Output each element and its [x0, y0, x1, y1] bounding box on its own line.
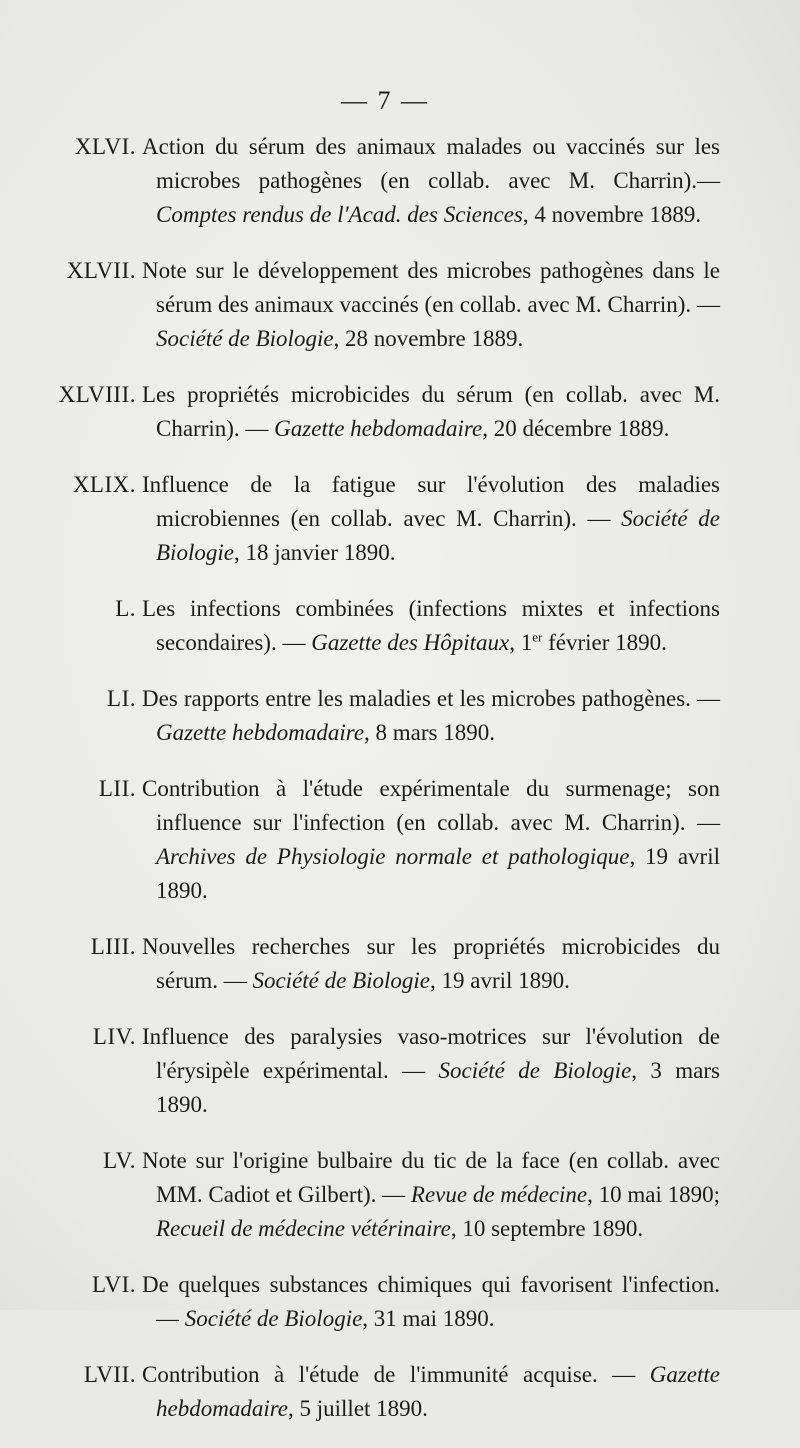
publication-title: Gazette hebdomadaire [156, 1362, 720, 1421]
entry-text-segment: Contribution à l'étude expérimentale du surmenage; son influence sur l'infection (en collab. avec M. Charrin). — [142, 776, 720, 835]
entry-text-segment: De quelques substances chimiques qui favorisent l'infection. — [142, 1272, 720, 1331]
publication-title: Société de Biologie [156, 506, 720, 565]
entry-text [142, 930, 720, 998]
entry-text-segment: , 28 novembre 1889. [333, 326, 524, 351]
entry-text-segment: , 20 décembre 1889. [482, 416, 670, 441]
publication-title: Société de Biologie [184, 1306, 363, 1331]
entry-text-segment: , 5 juillet 1890. [288, 1396, 428, 1421]
bibliography-entry [40, 930, 720, 998]
entry-text-segment: , 10 mai 1890; [587, 1182, 720, 1207]
entry-text-segment: Contribution à l'étude de l'immunité acquise. — [142, 1362, 650, 1387]
entry-text-segment: , 4 novembre 1889. [522, 202, 702, 227]
bibliography-entry [40, 592, 720, 660]
bibliography-entry [40, 772, 720, 908]
publication-title: Recueil de médecine vétérinaire [156, 1216, 451, 1241]
publication-title: Gazette hebdomadaire [274, 416, 483, 441]
entry-numeral: XLIX. [72, 472, 136, 497]
bibliography-entry [40, 468, 720, 570]
entry-text [142, 1020, 720, 1122]
page-number: — 7 — [341, 86, 429, 115]
bibliography-entry [40, 1358, 720, 1426]
entry-numeral: XLVII. [66, 258, 136, 283]
entry-numeral: XLVIII. [58, 382, 136, 407]
entry-text [142, 254, 720, 356]
entry-numeral: L. [115, 596, 136, 621]
publication-title: Société de Biologie [438, 1058, 632, 1083]
entry-text-segment: Action du sérum des animaux malades ou vaccinés sur les microbes pathogènes (en collab. avec M. Charrin).— [142, 134, 720, 193]
entry-text-segment: février 1890. [542, 630, 667, 655]
entry-text-segment: , 19 avril 1890. [430, 968, 570, 993]
bibliography-entry [40, 378, 720, 446]
entry-text-segment: Influence des paralysies vaso-motrices sur l'évolution de l'érysipèle expérimental. — [142, 1024, 720, 1083]
publication-title: Revue de médecine [410, 1182, 588, 1207]
bibliography-list [40, 130, 720, 1448]
entry-text-segment: , 3 mars 1890. [156, 1058, 720, 1117]
entry-numeral: LI. [107, 686, 136, 711]
entry-text-segment: Note sur l'origine bulbaire du tic de la face (en collab. avec MM. Cadiot et Gilbert). — [142, 1148, 720, 1207]
entry-text [142, 130, 720, 232]
entry-text-segment: , 18 janvier 1890. [233, 540, 396, 565]
publication-title: Archives de Physiologie normale et pathologique [156, 844, 630, 869]
entry-numeral: XLVI. [74, 134, 136, 159]
entry-text [142, 468, 720, 570]
entry-numeral: LV. [103, 1148, 136, 1173]
entry-text-segment: , 1 [509, 630, 533, 655]
publication-title: Comptes rendus de l'Acad. des Sciences [156, 202, 523, 227]
bibliography-entry [40, 1268, 720, 1336]
entry-text-segment: Les propriétés microbicides du sérum (en collab. avec M. Charrin). — [142, 382, 720, 441]
entry-text-segment: , 8 mars 1890. [364, 720, 495, 745]
entry-text [142, 1144, 720, 1246]
entry-numeral: LII. [98, 776, 136, 801]
publication-title: Société de Biologie [252, 968, 431, 993]
entry-text-segment: , 19 avril 1890. [156, 844, 720, 903]
entry-text-segment: Nouvelles recherches sur les propriétés microbicides du sérum. — [142, 934, 720, 993]
entry-text [142, 772, 720, 908]
bibliography-entry [40, 1020, 720, 1122]
bibliography-entry [40, 130, 720, 232]
entry-text [142, 1268, 720, 1336]
bibliography-entry [40, 254, 720, 356]
entry-text [142, 378, 720, 446]
entry-numeral: LIII. [90, 934, 136, 959]
entry-numeral: LVII. [83, 1362, 136, 1387]
entry-text-segment: Les infections combinées (infections mixtes et infections secondaires). — [142, 596, 720, 655]
entry-text [142, 682, 720, 750]
entry-text-segment: Des rapports entre les maladies et les microbes pathogènes. — [142, 686, 720, 711]
entry-numeral: LVI. [92, 1272, 136, 1297]
bibliography-entry [40, 682, 720, 750]
entry-numeral: LIV. [92, 1024, 136, 1049]
entry-text [142, 592, 720, 660]
publication-title: Gazette des Hôpitaux [311, 630, 510, 655]
entry-text-segment: , 31 mai 1890. [362, 1306, 495, 1331]
bibliography-entry [40, 1144, 720, 1246]
entry-text-segment: Influence de la fatigue sur l'évolution des maladies microbiennes (en collab. avec M. Charrin). — [142, 472, 720, 531]
entry-text [142, 1358, 720, 1426]
entry-text-segment: Note sur le développement des microbes pathogènes dans le sérum des animaux vaccinés (en collab. avec M. Charrin). — [142, 258, 720, 317]
entry-text-segment: , 10 septembre 1890. [450, 1216, 644, 1241]
publication-title: Société de Biologie [156, 326, 334, 351]
publication-title: Gazette hebdomadaire [156, 720, 365, 745]
superscript: er [532, 629, 543, 645]
